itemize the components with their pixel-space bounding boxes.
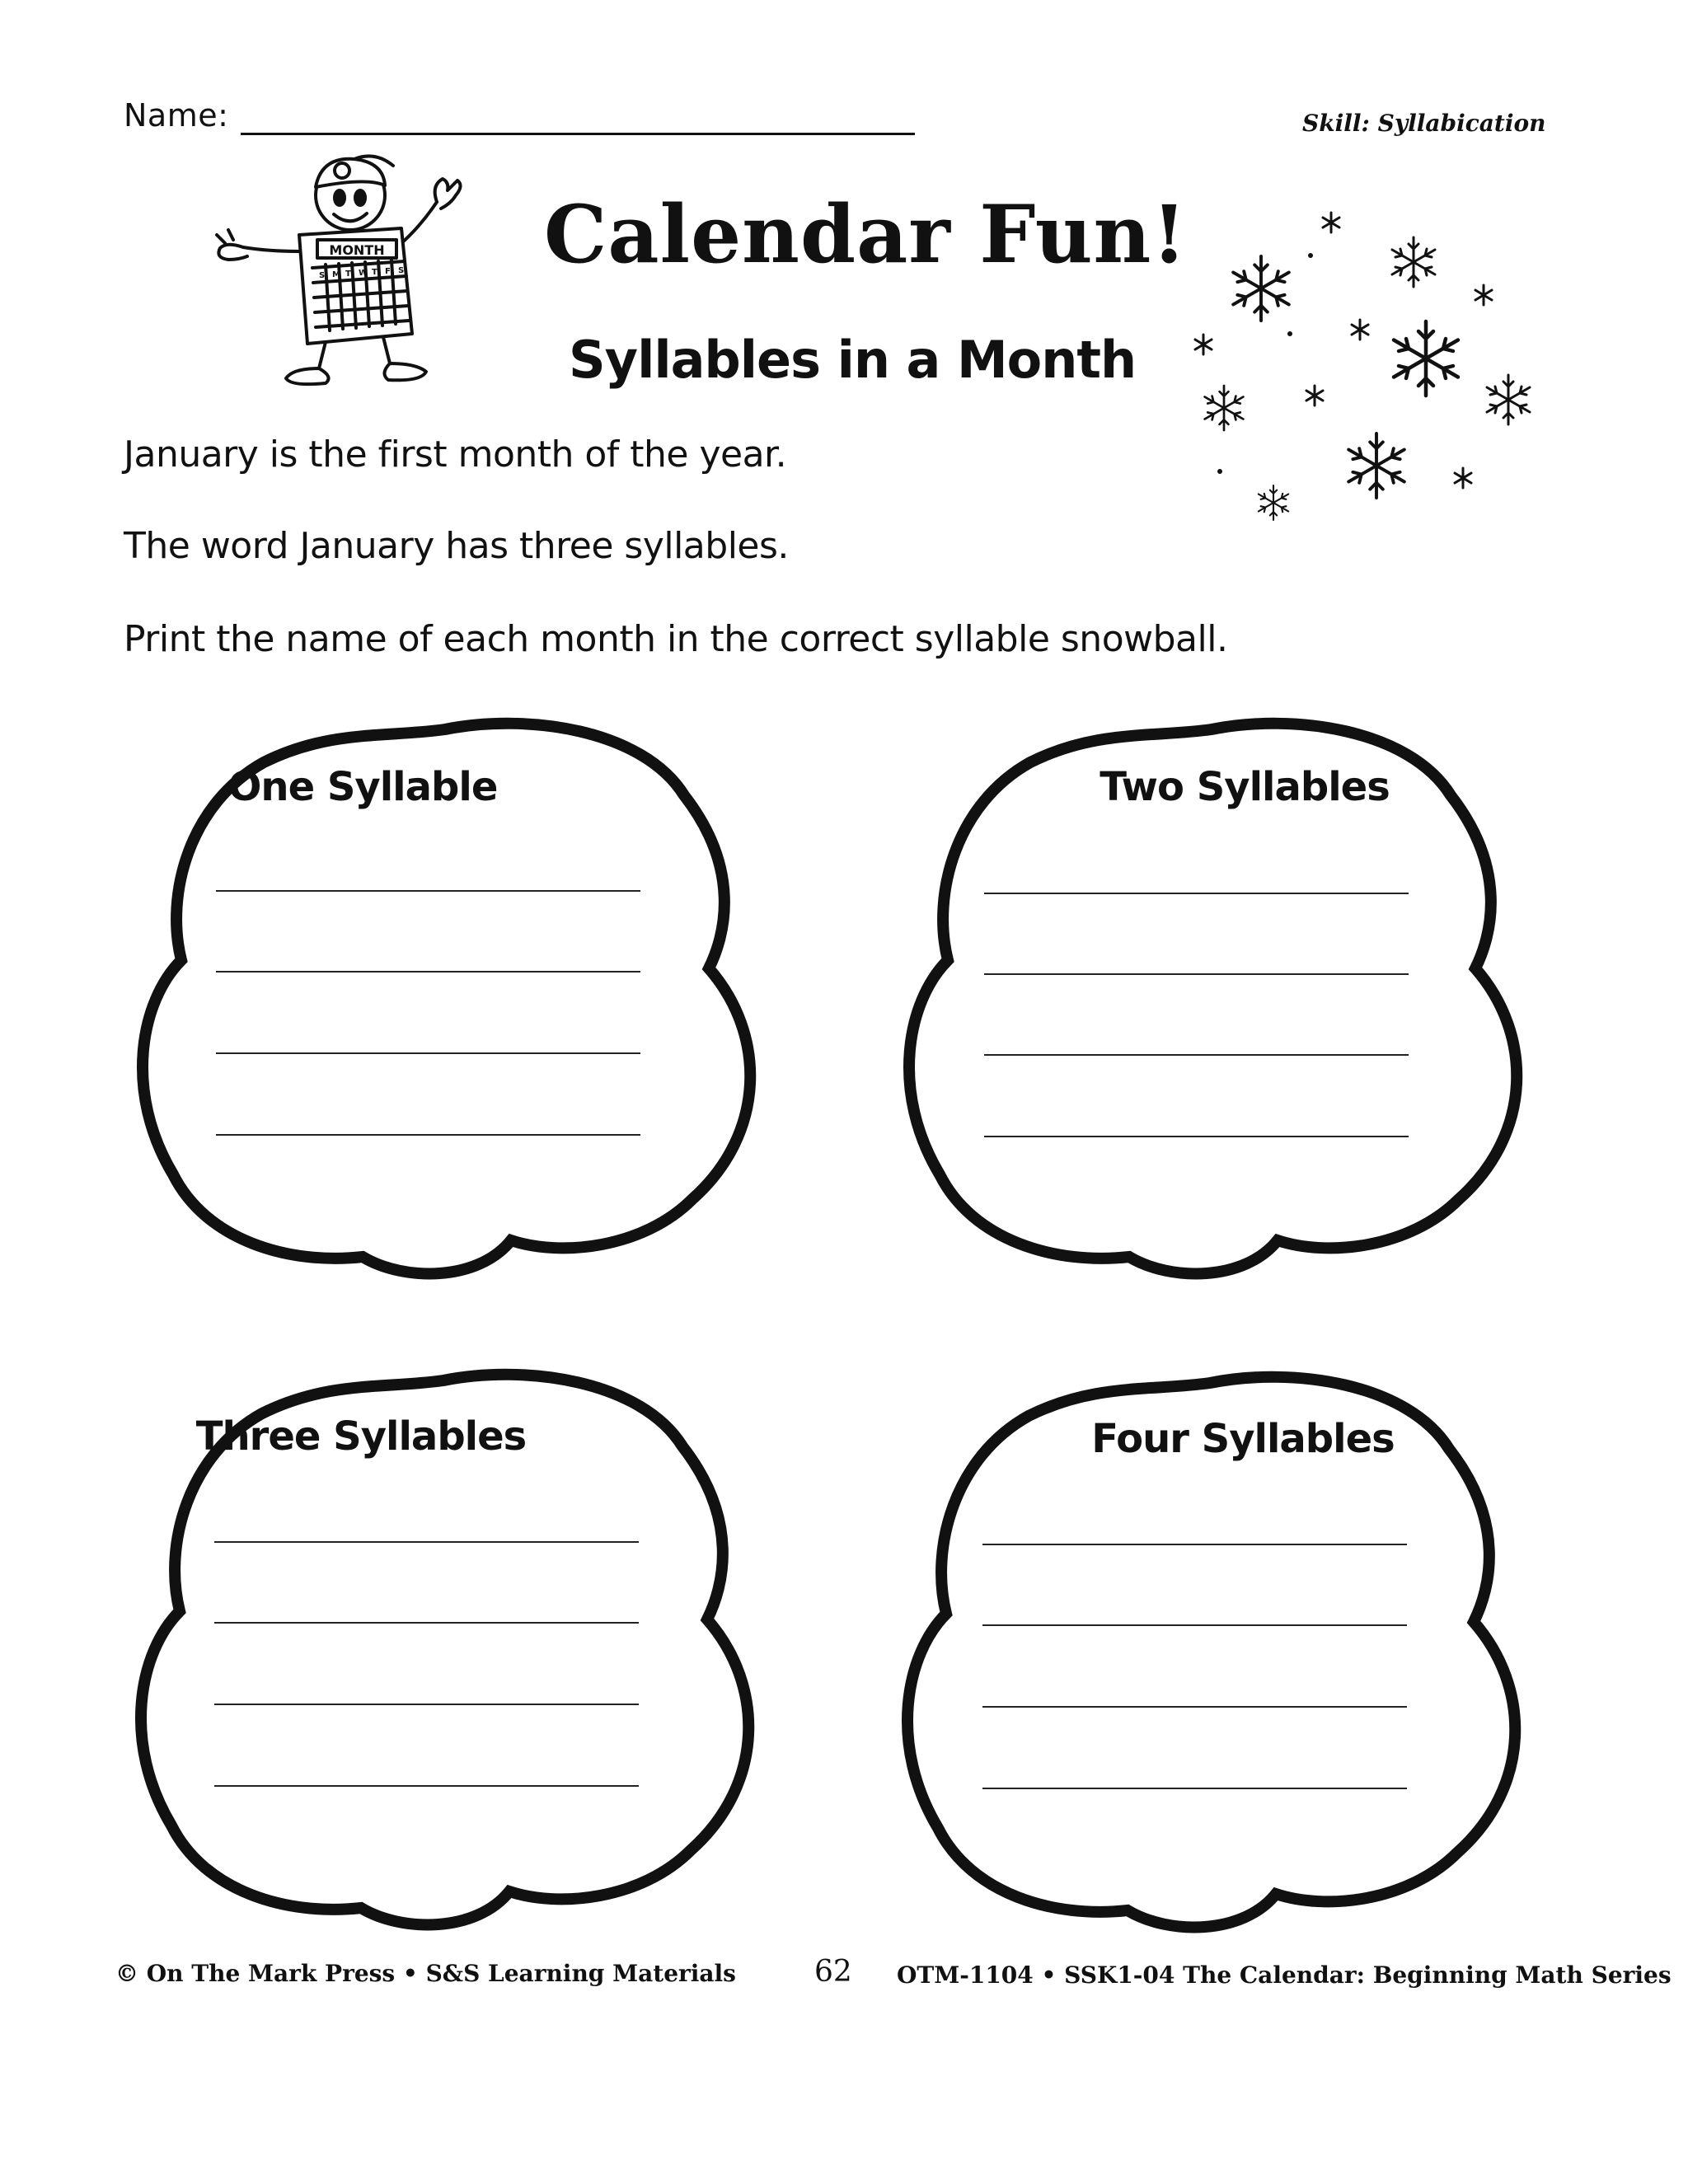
svg-text:M: M xyxy=(332,270,340,279)
skill-label: Skill: Syllabication xyxy=(1302,110,1546,137)
svg-text:S: S xyxy=(398,266,405,275)
snowball-title: Three Syllables xyxy=(195,1413,527,1460)
answer-line[interactable] xyxy=(216,890,640,892)
svg-text:W: W xyxy=(359,269,368,278)
answer-line[interactable] xyxy=(214,1622,639,1624)
svg-text:S: S xyxy=(319,271,326,280)
svg-text:T: T xyxy=(345,269,351,279)
svg-text:T: T xyxy=(372,268,377,277)
page-subtitle: Syllables in a Month xyxy=(569,330,1137,390)
snowflakes-icon xyxy=(1187,206,1550,527)
answer-line[interactable] xyxy=(982,1544,1407,1545)
calendar-mascot-icon xyxy=(210,152,474,391)
footer-series: OTM-1104 • SSK1-04 The Calendar: Beginning Math Series xyxy=(897,1961,1672,1989)
answer-line[interactable] xyxy=(984,893,1409,894)
answer-line[interactable] xyxy=(984,1054,1409,1056)
answer-line[interactable] xyxy=(214,1541,639,1543)
snowball-one-syllable xyxy=(115,705,775,1298)
answer-line[interactable] xyxy=(214,1704,639,1705)
instruction-3: Print the name of each month in the correct syllable snowball. xyxy=(124,618,1228,660)
snowball-title: Four Syllables xyxy=(1091,1416,1395,1462)
answer-line[interactable] xyxy=(984,973,1409,975)
name-label: Name: xyxy=(124,97,229,134)
answer-line[interactable] xyxy=(214,1785,639,1787)
mascot-shirt-text: MONTH xyxy=(329,242,385,258)
page-number: 62 xyxy=(814,1955,852,1989)
answer-line[interactable] xyxy=(982,1624,1407,1626)
answer-line[interactable] xyxy=(216,1052,640,1054)
answer-line[interactable] xyxy=(982,1706,1407,1708)
footer-publisher: © On The Mark Press • S&S Learning Materials xyxy=(115,1960,736,1987)
instruction-2: The word January has three syllables. xyxy=(124,525,789,567)
page-title: Calendar Fun! xyxy=(544,188,1188,281)
snowball-three-syllables xyxy=(114,1356,773,1949)
answer-line[interactable] xyxy=(216,971,640,972)
instruction-1: January is the first month of the year. xyxy=(124,434,787,476)
name-write-line[interactable] xyxy=(241,133,915,135)
snowball-title: One Syllable xyxy=(227,764,498,810)
answer-line[interactable] xyxy=(984,1136,1409,1137)
snowball-four-syllables xyxy=(880,1358,1540,1952)
svg-text:F: F xyxy=(385,267,391,276)
snowball-two-syllables xyxy=(882,705,1541,1298)
snowball-title: Two Syllables xyxy=(1100,764,1390,810)
answer-line[interactable] xyxy=(982,1788,1407,1789)
answer-line[interactable] xyxy=(216,1134,640,1136)
